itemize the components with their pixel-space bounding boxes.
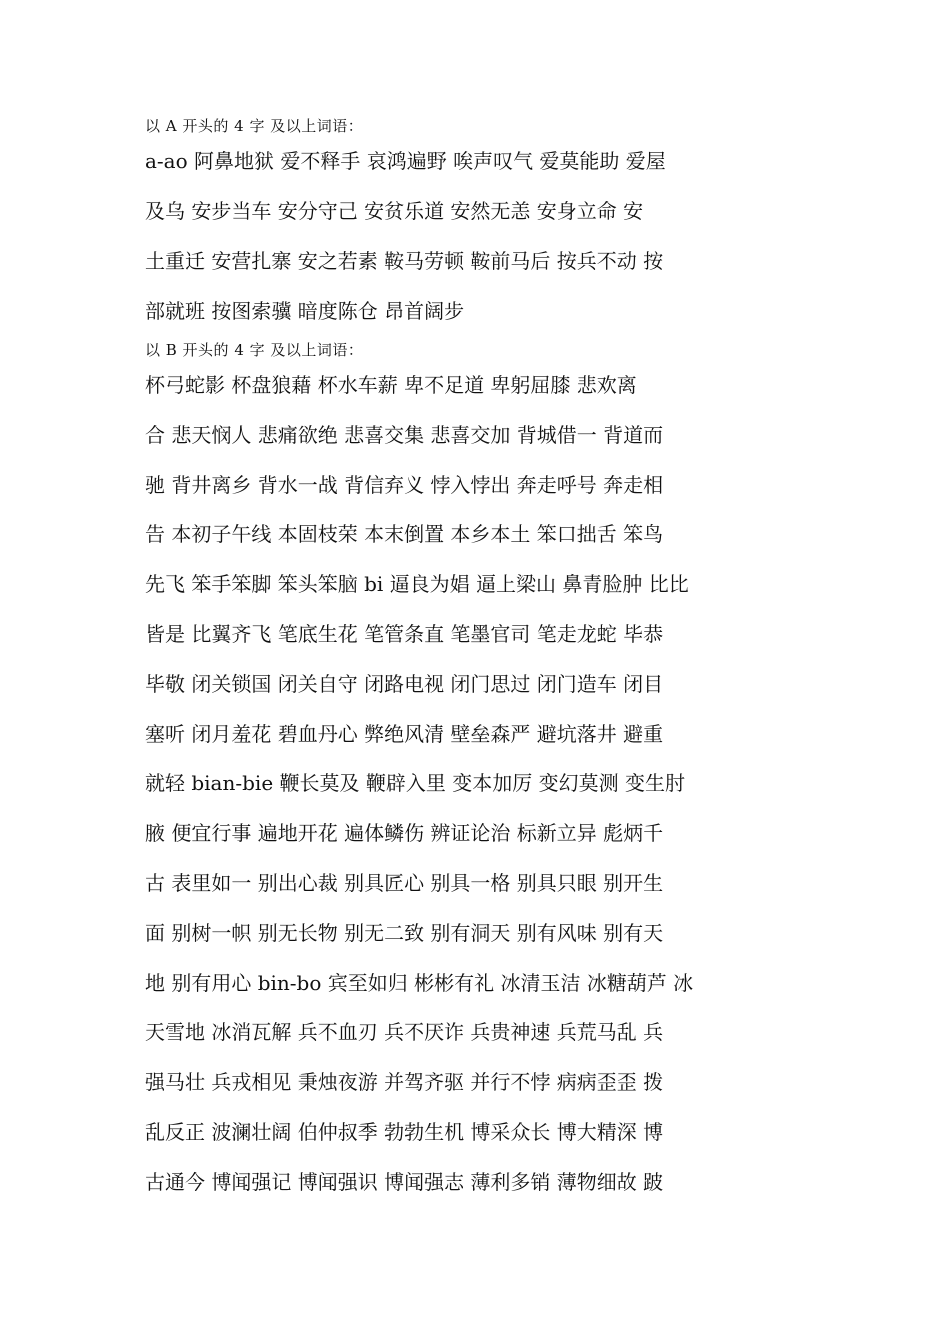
word-line: 及乌 安步当车 安分守己 安贫乐道 安然无恙 安身立命 安 [145, 199, 644, 223]
word-line: 毕敬 闭关锁国 闭关自守 闭路电视 闭门思过 闭门造车 闭目 [145, 671, 664, 696]
word-line: 部就班 按图索骥 暗度陈仓 昂首阔步 [145, 299, 465, 323]
word-line: 天雪地 冰消瓦解 兵不血刃 兵不厌诈 兵贵神速 兵荒马乱 兵 [145, 1020, 664, 1045]
section-b-heading: 以 B 开头的 4 字 及以上词语： [145, 341, 364, 359]
word-line: 告 本初子午线 本固枝荣 本末倒置 本乡本土 笨口拙舌 笨鸟 [145, 522, 664, 547]
word-line: 就轻 bian-bie 鞭长莫及 鞭辟入里 变本加厉 变幻莫测 变生肘 [145, 771, 685, 796]
word-line: 合 悲天悯人 悲痛欲绝 悲喜交集 悲喜交加 背城借一 背道而 [145, 422, 664, 447]
word-line: 强马壮 兵戎相见 秉烛夜游 并驾齐驱 并行不悖 病病歪歪 拨 [145, 1070, 664, 1095]
word-line: 先飞 笨手笨脚 笨头笨脑 bi 逼良为娼 逼上梁山 鼻青脸肿 比比 [145, 572, 689, 597]
word-line: 皆是 比翼齐飞 笔底生花 笔管条直 笔墨官司 笔走龙蛇 毕恭 [145, 622, 664, 646]
word-line: 乱反正 波澜壮阔 伯仲叔季 勃勃生机 博采众长 博大精深 博 [145, 1120, 664, 1144]
section-a-heading: 以 A 开头的 4 字 及以上词语： [145, 117, 364, 135]
word-line: 杯弓蛇影 杯盘狼藉 杯水车薪 卑不足道 卑躬屈膝 悲欢离 [145, 373, 637, 397]
word-line: 腋 便宜行事 遍地开花 遍体鳞伤 辨证论治 标新立异 彪炳千 [145, 821, 664, 846]
word-line: 塞听 闭月羞花 碧血丹心 弊绝风清 壁垒森严 避坑落井 避重 [145, 721, 664, 746]
word-line: 驰 背井离乡 背水一战 背信弃义 悖入悖出 奔走呼号 奔走相 [145, 472, 664, 497]
word-line: a-ao 阿鼻地狱 爱不释手 哀鸿遍野 唉声叹气 爱莫能助 爱屋 [145, 149, 666, 173]
word-line: 地 别有用心 bin-bo 宾至如归 彬彬有礼 冰清玉洁 冰糖葫芦 冰 [145, 970, 694, 995]
word-line: 面 别树一帜 别无长物 别无二致 别有洞天 别有风味 别有天 [145, 920, 664, 945]
word-line: 古通今 博闻强记 博闻强识 博闻强志 薄利多销 薄物细故 跛 [145, 1169, 664, 1194]
word-line: 土重迁 安营扎寨 安之若素 鞍马劳顿 鞍前马后 按兵不动 按 [145, 249, 664, 273]
word-line: 古 表里如一 别出心裁 别具匠心 别具一格 别具只眼 别开生 [145, 871, 664, 895]
